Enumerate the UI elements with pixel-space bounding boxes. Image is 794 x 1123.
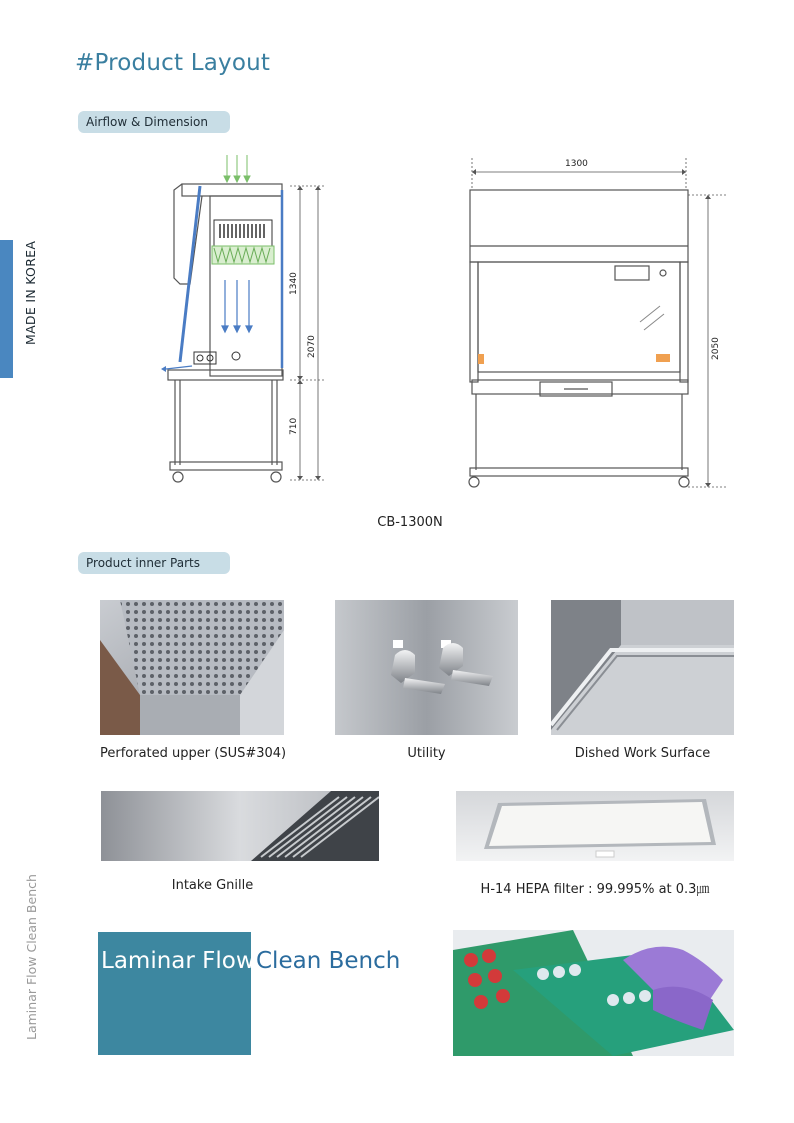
page-title: #Product Layout (75, 50, 271, 76)
side-view-drawing (150, 150, 350, 495)
side-tab-marker (0, 240, 13, 378)
hepa-filter-photo (456, 791, 734, 861)
utility-photo (335, 600, 518, 735)
banner-title-part2: Clean Bench (256, 948, 401, 974)
made-in-korea-label: MADE IN KOREA (23, 240, 38, 345)
dished-work-surface-photo (551, 600, 734, 735)
section-inner-parts: Product inner Parts (78, 552, 230, 574)
caption-utility: Utility (407, 746, 446, 761)
dim-stand: 710 (289, 417, 299, 435)
perforated-upper-photo (100, 600, 284, 735)
dim-width: 1300 (565, 159, 588, 169)
section-airflow-dimension: Airflow & Dimension (78, 111, 230, 133)
dim-total-front: 2050 (711, 337, 721, 360)
banner-title-part1: Laminar Flow (101, 948, 255, 974)
lab-photo (453, 930, 734, 1056)
airflow-intake-arrows (224, 155, 250, 182)
front-view-drawing (460, 150, 730, 495)
intake-grille-photo (101, 791, 379, 861)
product-line-label: Laminar Flow Clean Bench (24, 874, 39, 1040)
dim-total-side: 2070 (307, 335, 317, 358)
caption-perforated-upper: Perforated upper (SUS#304) (100, 746, 287, 761)
dim-upper: 1340 (289, 272, 299, 295)
model-label: CB-1300N (377, 515, 443, 530)
caption-hepa-filter: H-14 HEPA filter : 99.995% at 0.3㎛ (480, 882, 710, 897)
caption-intake-grille: Intake Gnille (171, 878, 254, 893)
caption-dished-work-surface: Dished Work Surface (574, 746, 711, 761)
